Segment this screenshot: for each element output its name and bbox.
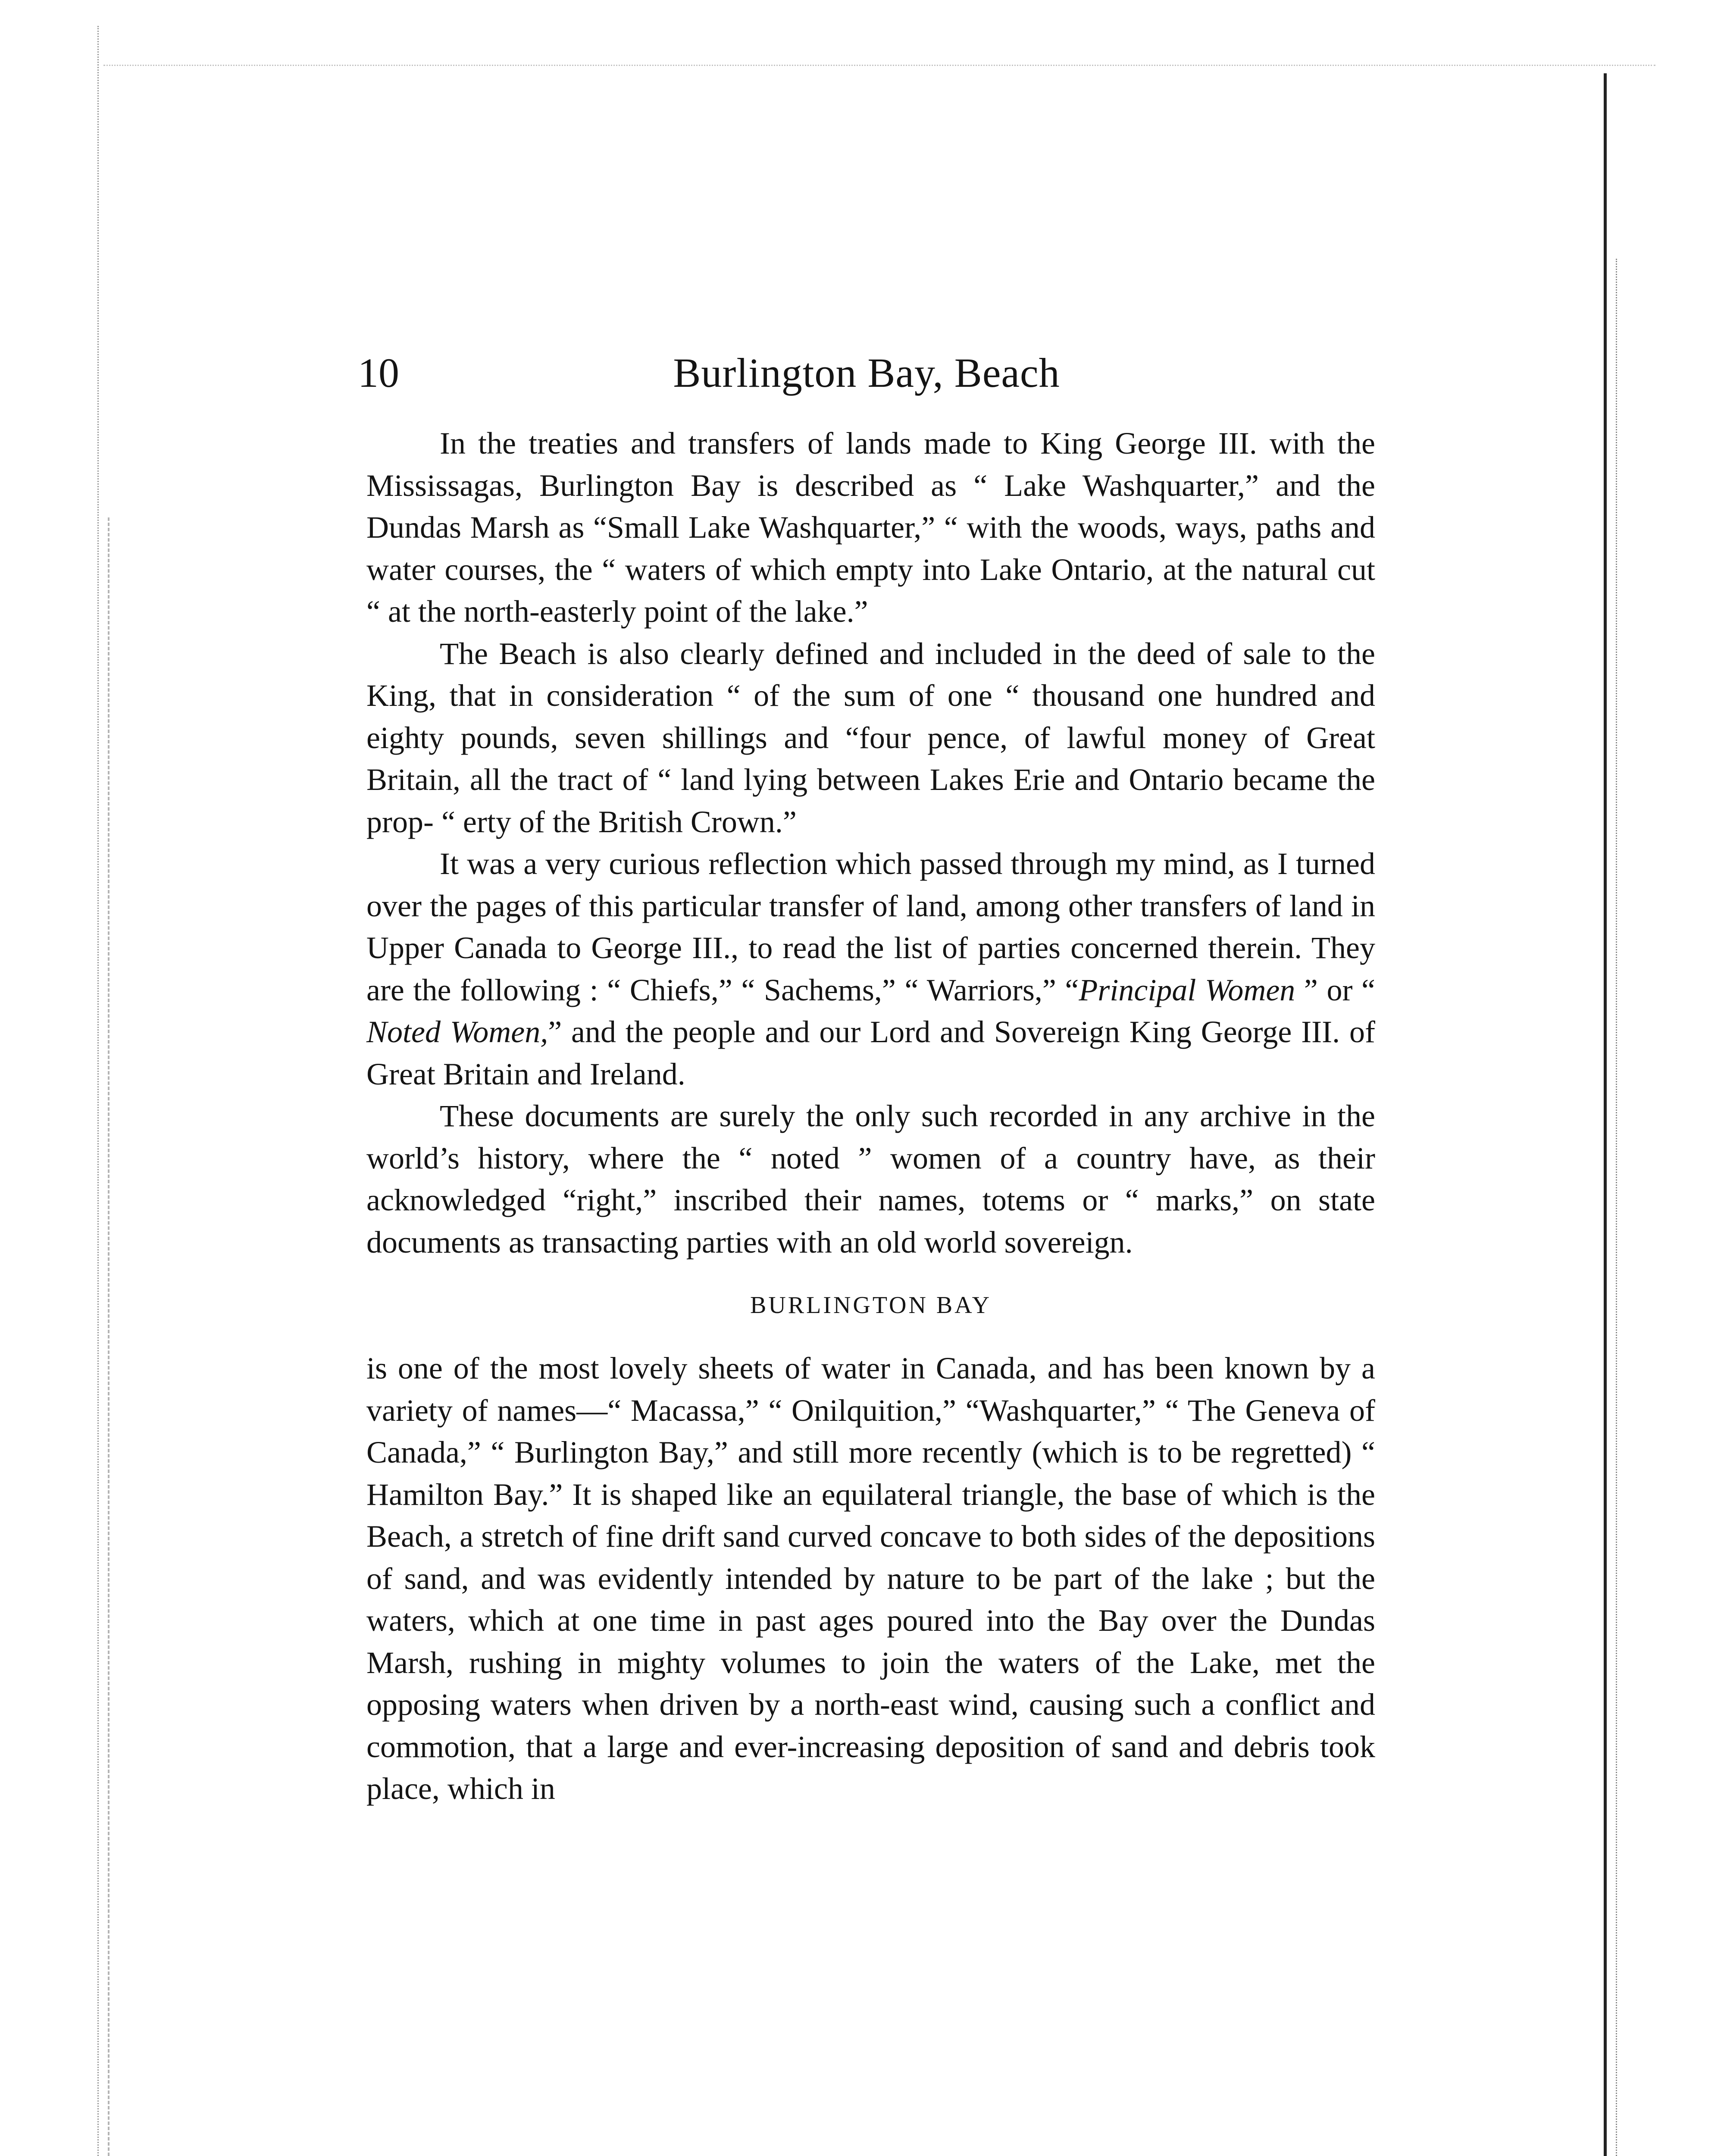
body-text <box>366 423 1375 1810</box>
scan-edge-left <box>97 26 104 2156</box>
running-title: Burlington Bay, Beach <box>673 350 1060 396</box>
scan-edge-top <box>103 65 1655 68</box>
paragraph-reflection-end: ” and the people and our Lord and Sovereign King George III. of Great Britain and Ireland. <box>366 1015 1375 1091</box>
paragraph-burlington-bay: is one of the most lovely sheets of water in Canada, and has been known by a variety of names—“ Macassa,” “ Onilquition,” “Washquarter,” “ The Geneva of Canada,” “ Burlington Bay,” and still more recently (which is to be regretted) “ Hamilton Bay.” It is shaped like an equilateral triangle, the base of which is the Beach, a stretch of fine drift sand curved concave to both sides of the depositions of sand, and was evidently intended by nature to be part of the lake ; but the waters, which at one time in past ages poured into the Bay over the Dundas Marsh, rushing in mighty volumes to join the waters of the Lake, met the opposing waters when driven by a north-east wind, causing such a conflict and commotion, that a large and ever-increasing deposition of sand and debris took place, which in <box>366 1351 1375 1806</box>
section-heading: BURLINGTON BAY <box>750 1292 992 1319</box>
scan-edge-right <box>1604 73 1611 2156</box>
scan-edge-left-noise <box>108 517 118 2156</box>
paragraph-reflection-middle: ” or “ <box>1295 972 1376 1007</box>
scan-edge-right-noise <box>1616 259 1621 2156</box>
page-header <box>358 341 1375 405</box>
italic-principal-women: Principal Women <box>1079 972 1295 1007</box>
italic-noted-women: Noted Women, <box>366 1015 548 1049</box>
paragraph-beach-deed: The Beach is also clearly defined and included in the deed of sale to the King, that in consideration “ of the sum of one “ thousand one hundred and eighty pounds, seven shillings and “four pence, of lawful money of Great Britain, all the tract of “ land lying between Lakes Erie and Ontario became the prop- “ erty of the British Crown.” <box>366 636 1375 839</box>
paragraph-documents: These documents are surely the only such recorded in any archive in the world’s history, where the “ noted ” women of a country have, as their acknowledged “right,” inscribed their names, totems or “ marks,” on state documents as transacting parties with an old world sovereign. <box>366 1099 1375 1260</box>
paragraph-treaties: In the treaties and transfers of lands made to King George III. with the Mississagas, Burlington Bay is described as “ Lake Washquarter,” and the Dundas Marsh as “Small Lake Washquarter,” “ with the woods, ways, paths and water courses, the “ waters of which empty into Lake Ontario, at the natural cut “ at the north-easterly point of the lake.” <box>366 426 1375 629</box>
page-number: 10 <box>358 350 399 396</box>
paragraph-reflection <box>366 843 1375 1095</box>
paragraph-reflection-text: It was a very curious reflection which passed through my mind, as I turned over the pages of this particular transfer of land, among other transfers of land in Upper Canada to George III., to read the list of parties concerned therein. They are the following : “ Chiefs,” “ Sachems,” “ Warriors,” “ <box>366 846 1375 1007</box>
